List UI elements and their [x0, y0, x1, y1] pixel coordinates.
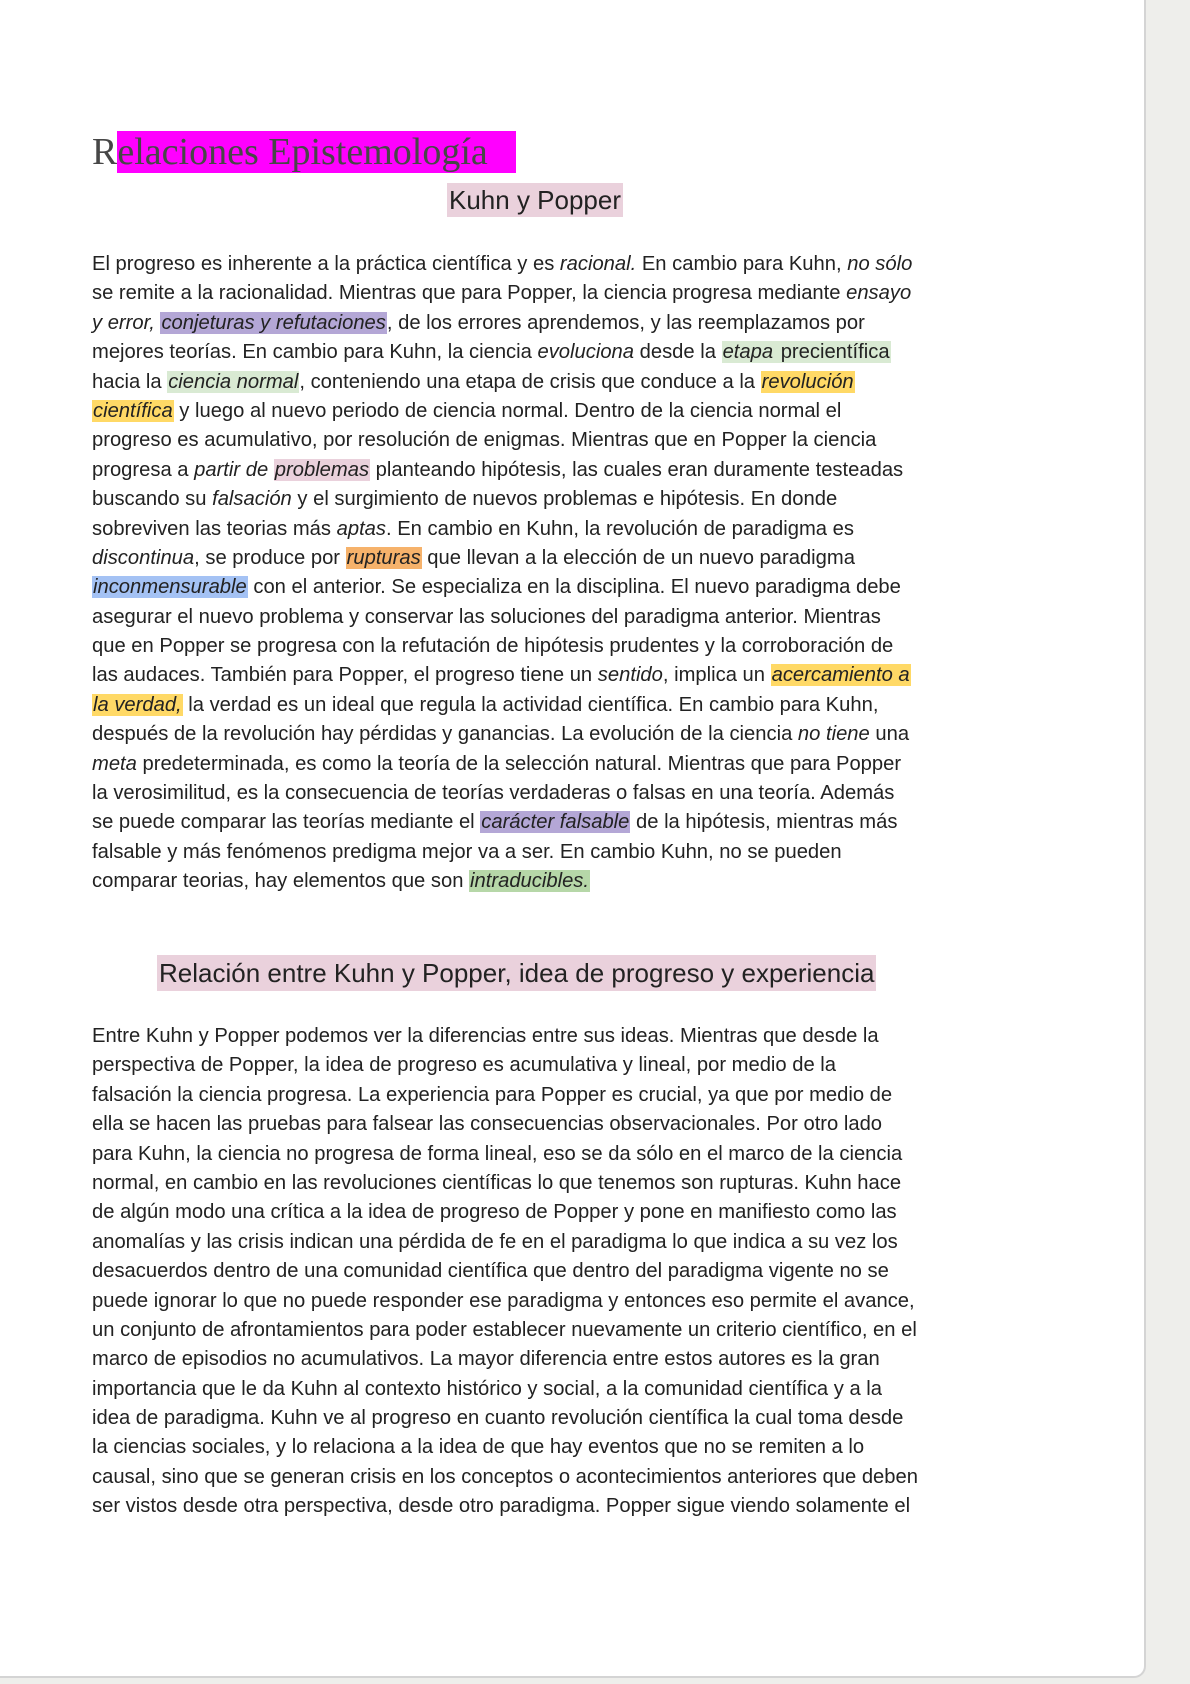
- text-run: , implica un: [662, 664, 771, 687]
- text-line: [92, 279, 912, 308]
- text-line: perspectiva de Popper, la idea de progreso es acumulativa y lineal, por medio de la: [92, 1054, 837, 1077]
- text-line: un conjunto de afrontamientos para poder establecer nuevamente un criterio científico, en el: [92, 1318, 917, 1341]
- highlighted-text: inconmensurable: [93, 576, 247, 599]
- text-line: [92, 838, 912, 867]
- italic-text: partir de: [194, 458, 269, 481]
- text-line: causal, sino que se generan crisis en los conceptos o acontecimientos anteriores que deben: [92, 1465, 918, 1488]
- text-line: importancia que le da Kuhn al contexto histórico y social, a la comunidad científica y a la: [92, 1377, 882, 1400]
- text-run: desde la: [634, 341, 722, 364]
- italic-text: meta: [92, 752, 137, 775]
- title-highlighted-text: elaciones Epistemología: [117, 131, 515, 173]
- text-line: ser vistos desde otra perspectiva, desde otro paradigma. Popper sigue viendo solamente el: [92, 1495, 911, 1518]
- text-run: sobreviven las teorias más: [92, 517, 337, 540]
- paragraph-kuhn-popper: [92, 250, 912, 897]
- text-run: falsable y más fenómenos predigma mejor va a ser. En cambio Kuhn, no se pueden: [92, 840, 842, 863]
- italic-text: no tiene: [797, 723, 870, 746]
- text-line: [92, 661, 912, 690]
- text-line: [92, 867, 912, 896]
- text-run: comparar teorias, hay elementos que son: [92, 870, 470, 893]
- text-line: [92, 485, 912, 514]
- text-line: [92, 603, 912, 632]
- text-run: , de los errores aprendemos, y las reemplazamos por: [386, 311, 865, 334]
- text-line: [92, 397, 912, 426]
- text-run: [268, 459, 274, 481]
- text-run: progresa a: [92, 458, 195, 481]
- italic-text: evoluciona: [537, 341, 635, 364]
- text-line: [92, 456, 912, 485]
- text-line: ella se hacen las pruebas para falsear las consecuencias observacionales. Por otro lado: [92, 1113, 883, 1136]
- text-line: idea de paradigma. Kuhn ve al progreso en cuanto revolución científica la cual toma desde: [92, 1407, 904, 1430]
- italic-text: ensayo: [846, 282, 912, 305]
- text-run: planteando hipótesis, las cuales eran duramente testeadas: [370, 458, 904, 481]
- highlighted-text: la verdad,: [93, 693, 182, 716]
- text-run: de la hipótesis, mientras más: [630, 811, 898, 834]
- text-run: El progreso es inherente a la práctica científica y es: [92, 253, 560, 275]
- text-line: [92, 808, 912, 837]
- highlighted-text: rupturas: [346, 546, 421, 569]
- text-line: la ciencias sociales, y lo relaciona a la idea de que hay eventos que no se remiten a lo: [92, 1436, 865, 1459]
- highlighted-text: acercamiento a: [771, 664, 910, 687]
- text-line: [92, 691, 912, 720]
- text-line: [92, 309, 912, 338]
- document-title: [92, 128, 516, 176]
- text-line: [92, 338, 912, 367]
- italic-text: falsación: [212, 488, 292, 511]
- section-heading: Relación entre Kuhn y Popper, idea de progreso y experiencia: [157, 955, 876, 991]
- text-run: después de la revolución hay pérdidas y ganancias. La evolución de la ciencia: [92, 723, 798, 746]
- text-line: [92, 632, 912, 661]
- text-run: En cambio para Kuhn,: [636, 253, 848, 275]
- text-run: que llevan a la elección de un nuevo paradigma: [421, 546, 855, 569]
- text-run: con el anterior. Se especializa en la disciplina. El nuevo paradigma debe: [247, 576, 901, 599]
- text-line: [92, 250, 912, 279]
- highlighted-text: precientífica: [775, 341, 890, 364]
- text-line: Entre Kuhn y Popper podemos ver la diferencias entre sus ideas. Mientras que desde la: [92, 1025, 879, 1047]
- text-line: [92, 720, 912, 749]
- text-run: que en Popper se progresa con la refutación de hipótesis prudentes y la corroboración de: [92, 635, 894, 658]
- text-run: se puede comparar las teorías mediante el: [92, 811, 481, 834]
- text-run: la verosimilitud, es la consecuencia de teorías verdaderas o falsas en una teoría. Además: [92, 782, 895, 805]
- highlighted-text: intraducibles.: [470, 870, 589, 893]
- text-line: normal, en cambio en las revoluciones científicas lo que tenemos son rupturas. Kuhn hace: [92, 1171, 902, 1194]
- text-run: y luego al nuevo periodo de ciencia normal. Dentro de la ciencia normal el: [173, 399, 842, 422]
- text-run: buscando su: [92, 488, 213, 511]
- text-line: desacuerdos dentro de una comunidad científica que dentro del paradigma vigente no se: [92, 1260, 889, 1283]
- text-run: predeterminada, es como la teoría de la selección natural. Mientras que para Popper: [136, 752, 902, 775]
- italic-text: y error,: [92, 311, 155, 334]
- text-line: de algún modo una crítica a la idea de progreso de Popper y pone en manifiesto como las: [92, 1201, 897, 1224]
- text-line: [92, 515, 912, 544]
- highlighted-text: ciencia normal: [168, 370, 299, 393]
- document-subtitle: Kuhn y Popper: [449, 185, 622, 215]
- text-run: progreso es acumulativo, por resolución de enigmas. Mientras que en Popper la ciencia: [92, 429, 877, 452]
- text-line: marco de episodios no acumulativos. La mayor diferencia entre estos autores es la gran: [92, 1348, 880, 1371]
- title-first-letter: R: [92, 131, 118, 173]
- text-run: la verdad es un ideal que regula la actividad científica. En cambio para Kuhn,: [182, 693, 879, 716]
- text-line: [92, 750, 912, 779]
- text-run: . En cambio en Kuhn, la revolución de paradigma es: [386, 517, 854, 540]
- highlighted-text: problemas: [274, 458, 370, 481]
- text-run: hacia la: [92, 370, 168, 393]
- highlighted-text: científica: [93, 399, 173, 422]
- highlighted-text: revolución: [761, 370, 854, 393]
- text-line: [92, 426, 912, 455]
- highlighted-text: carácter falsable: [481, 811, 630, 834]
- italic-text: sentido: [597, 664, 663, 687]
- text-line: puede ignorar lo que no puede responder ese paradigma y entonces eso permite el avance,: [92, 1289, 915, 1312]
- text-line: [92, 544, 912, 573]
- text-line: para Kuhn, la ciencia no progresa de forma lineal, eso se da sólo en el marco de la ciencia: [92, 1142, 903, 1165]
- text-run: mejores teorías. En cambio para Kuhn, la ciencia: [92, 341, 538, 364]
- italic-text: racional.: [559, 253, 637, 275]
- text-run: asegurar el nuevo problema y conservar las soluciones del paradigma anterior. Mientras: [92, 605, 881, 628]
- highlighted-text: conjeturas y refutaciones: [161, 311, 386, 334]
- text-line: [92, 573, 912, 602]
- italic-text: no sólo: [847, 253, 913, 275]
- italic-text: aptas: [336, 517, 386, 540]
- italic-text: discontinua: [92, 546, 195, 569]
- text-line: [92, 368, 912, 397]
- text-run: una: [869, 723, 910, 746]
- text-run: se remite a la racionalidad. Mientras que para Popper, la ciencia progresa mediante: [92, 282, 847, 305]
- text-run: , conteniendo una etapa de crisis que conduce a la: [299, 370, 761, 393]
- highlighted-text: etapa: [722, 341, 774, 364]
- text-line: anomalías y las crisis indican una pérdida de fe en el paradigma lo que indica a su vez los: [92, 1230, 898, 1253]
- text-run: y el surgimiento de nuevos problemas e hipótesis. En donde: [291, 488, 838, 511]
- text-run: , se produce por: [194, 546, 346, 569]
- text-line: falsación la ciencia progresa. La experiencia para Popper es crucial, ya que por medio de: [92, 1083, 893, 1106]
- paragraph-relacion: [92, 1022, 918, 1522]
- text-line: [92, 779, 912, 808]
- text-run: las audaces. También para Popper, el progreso tiene un: [92, 664, 598, 687]
